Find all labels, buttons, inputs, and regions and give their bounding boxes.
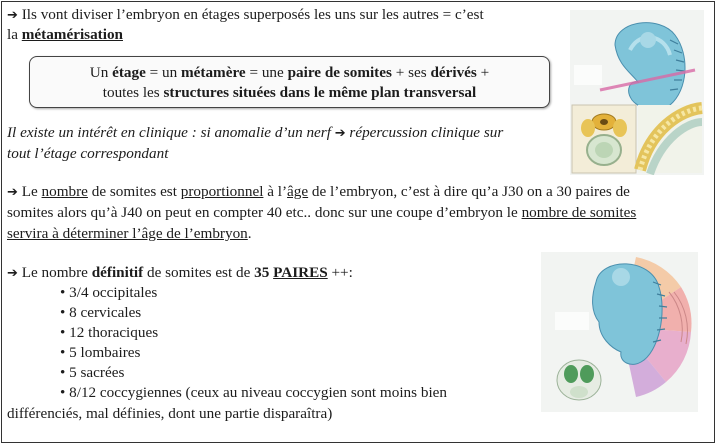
term-35: 35: [254, 264, 274, 281]
paragraph-clinical: [7, 122, 503, 144]
term-paire-somites: paire de somites: [287, 64, 392, 81]
term-etage: étage: [112, 64, 146, 81]
definition-box: [29, 56, 550, 108]
arrow-icon: ➔: [7, 266, 18, 281]
definition-line-2: [30, 83, 549, 103]
list-item-continuation: [7, 403, 332, 424]
text-span: Le nombre: [21, 264, 92, 281]
term-metamerisation: métamérisation: [21, 26, 123, 43]
bullet-icon: •: [60, 324, 66, 341]
text-span: .: [247, 225, 252, 242]
text-line: Ils vont diviser l’embryon en étages superposés les uns sur les autres = c’est: [21, 6, 484, 23]
list-item-text: 3/4 occipitales: [69, 284, 158, 301]
text-span: Le: [21, 183, 42, 200]
text-span: différenciés, mal définies, dont une partie disparaîtra): [7, 405, 333, 422]
arrow-icon: ➔: [7, 8, 18, 23]
text-span: = une: [245, 64, 288, 81]
text-span: Un: [89, 64, 113, 81]
arrow-icon: ➔: [334, 126, 346, 141]
paragraph-clinical-line2: [7, 143, 168, 164]
text-span: de somites est de: [143, 264, 255, 281]
paragraph-metamerisation: [7, 4, 484, 26]
list-item-text: 5 lombaires: [69, 344, 141, 361]
list-item-text: 8 cervicales: [69, 304, 142, 321]
term-proportionnel: proportionnel: [180, 183, 264, 200]
paragraph-definitive-number: [7, 262, 353, 284]
paragraph-metamerisation-line2: [7, 24, 123, 45]
bullet-icon: •: [60, 364, 66, 381]
bullet-icon: •: [60, 284, 66, 301]
embryo-illustration-top: [570, 10, 704, 175]
term-derives: dérivés: [430, 64, 477, 81]
list-item: [60, 303, 141, 323]
paragraph-somite-count: [7, 181, 630, 203]
text-span: ++:: [327, 264, 353, 281]
term-metamere: métamère: [181, 64, 246, 81]
text-span: = un: [145, 64, 182, 81]
text-span: de somites est: [87, 183, 181, 200]
bullet-icon: •: [60, 344, 66, 361]
text-span: de l’embryon, c’est à dire qu’a J30 on a 30 paires de: [308, 183, 630, 200]
term-paires: PAIRES: [273, 264, 328, 281]
arrow-icon: ➔: [7, 185, 18, 200]
list-item-text: 8/12 coccygiennes (ceux au niveau coccygien sont moins bien: [69, 384, 448, 401]
text-span: +: [476, 64, 490, 81]
embryo-somite-regions-illustration: [541, 252, 698, 412]
definition-line-1: [30, 63, 549, 83]
list-item: [60, 383, 447, 403]
bullet-icon: •: [60, 384, 66, 401]
list-item: [60, 343, 140, 363]
list-item: [60, 363, 124, 383]
term-nombre: nombre: [41, 183, 88, 200]
text-span: la: [7, 26, 22, 43]
term-age: âge: [287, 183, 309, 200]
list-item: [60, 323, 158, 343]
paragraph-somite-count-line2: [7, 202, 636, 223]
text-span: Il existe un intérêt en clinique : si anomalie d’un nerf: [7, 124, 335, 141]
list-item: [60, 283, 157, 303]
paragraph-somite-count-line3: [7, 223, 252, 244]
text-span: somites alors qu’à J40 on peut en compter 40 etc.. donc sur une coupe d’embryon le: [7, 204, 522, 221]
term-determiner-age: servira à déterminer l’âge de l’embryon: [7, 225, 248, 242]
text-span: toutes les: [102, 84, 164, 101]
bullet-icon: •: [60, 304, 66, 321]
term-plan-transversal: structures situées dans le même plan transversal: [163, 84, 477, 101]
list-item-text: 5 sacrées: [69, 364, 125, 381]
text-span: tout l’étage correspondant: [7, 145, 169, 162]
term-definitif: définitif: [91, 264, 144, 281]
text-span: répercussion clinique sur: [345, 124, 504, 141]
term-nombre-somites: nombre de somites: [521, 204, 637, 221]
list-item-text: 12 thoraciques: [69, 324, 159, 341]
text-span: + ses: [391, 64, 431, 81]
text-span: à l’: [263, 183, 288, 200]
